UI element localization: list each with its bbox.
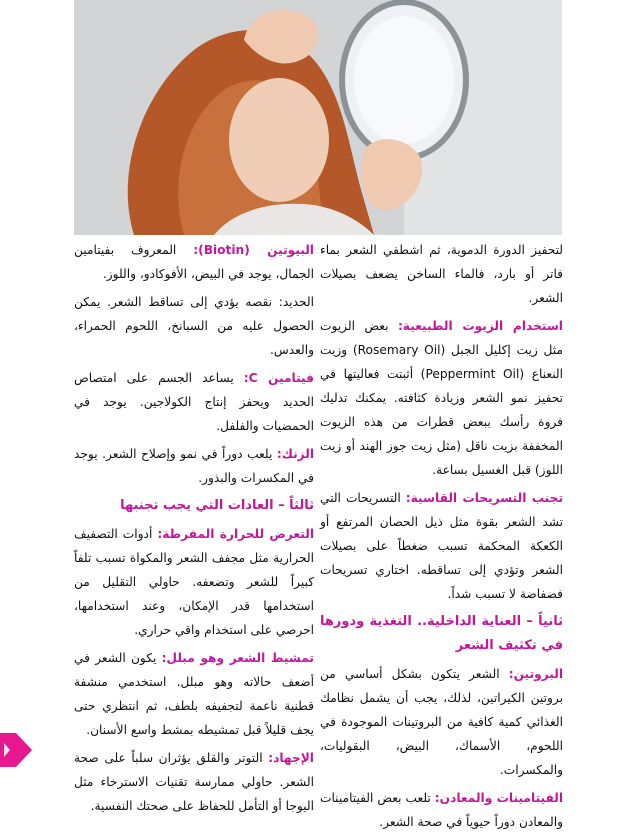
oils-heading: استخدام الزيوت الطبيعية: — [397, 319, 563, 333]
woman-with-mirror-photo — [74, 0, 562, 235]
protein-text: الشعر يتكون بشكل أساسي من بروتين الكيراتين، لذلك، يجب أن يشمل نظامك الغذائي كمية كافية من البروتينات الموجودة في اللحوم، الأسماك، البيض، البقوليات، والمكسرات. — [320, 667, 563, 777]
zinc-heading: الزنك: — [276, 447, 314, 461]
wet-combing-paragraph — [74, 646, 314, 742]
vitamin-c-paragraph — [74, 366, 314, 438]
zinc-text: يلعب دوراً في نمو وإصلاح الشعر. يوجد في المكسرات والبذور. — [74, 447, 314, 485]
stress-paragraph — [74, 746, 314, 818]
hairstyles-text: التسريحات التي تشد الشعر بقوة مثل ذيل الحصان المرتفع أو الكعكة المحكمة تسبب ضغطاً على بصيلات الشعر وتؤدي إلى تساقطه. اختاري تسريحات فضفاضة لا تسبب شداً. — [320, 491, 563, 601]
zinc-paragraph — [74, 442, 314, 490]
left-column — [74, 238, 314, 822]
protein-paragraph — [320, 662, 563, 782]
heat-paragraph — [74, 522, 314, 642]
wet-combing-heading: تمشيط الشعر وهو مبلل: — [161, 651, 314, 665]
stress-heading: الإجهاد: — [268, 751, 314, 765]
hairstyles-heading: تجنب التسريحات القاسية: — [405, 491, 563, 505]
oils-text: بعض الزيوت مثل زيت إكليل الجبل (Rosemary Oil) وزيت النعناع (Peppermint Oil) أثبتت فعاليتها في تحفيز نمو الشعر وزيادة كثافته. يمكنك تدليك فروة رأسك ببعض قطرات من هذه الزيوت المخففة بزيت ناقل (مثل زيت جوز الهند أو زيت اللوز) قبل الغسيل بساعة. — [320, 319, 564, 477]
vitamin-c-text: يساعد الجسم على امتصاص الحديد ويحفز إنتاج الكولاجين. يوجد في الحمضيات والفلفل. — [74, 371, 314, 433]
section-2-heading: ثانياً – العناية الداخلية.. التغذية ودورها في تكثيف الشعر — [320, 614, 563, 653]
page-tab-icon — [0, 733, 34, 767]
vitamin-c-heading: فيتامين C: — [243, 371, 314, 385]
biotin-heading: البيوتين (Biotin): — [193, 243, 314, 257]
stress-text: التوتر والقلق يؤثران سلباً على صحة الشعر. حاولي ممارسة تقنيات الاسترخاء مثل اليوجا أو التأمل للحفاظ على صحتك النفسية. — [74, 751, 314, 813]
heat-heading: التعرض للحرارة المفرطة: — [157, 527, 314, 541]
vitamins-text: تلعب بعض الفيتامينات والمعادن دوراً حيوياً في صحة الشعر. — [320, 791, 563, 829]
vitamins-heading: الفيتامينات والمعادن: — [434, 791, 563, 805]
oils-paragraph — [320, 314, 563, 482]
iron-paragraph: الحديد: نقصه يؤدي إلى تساقط الشعر. يمكن الحصول عليه من السبانخ، اللحوم الحمراء، والعدس. — [74, 295, 314, 357]
protein-heading: البروتين: — [508, 667, 563, 681]
section-3-heading: ثالثاً – العادات التي يجب تجنبها — [120, 498, 314, 513]
biotin-text: المعروف بفيتامين الجمال، يوجد في البيض، الأفوكادو، واللوز. — [74, 243, 314, 281]
wet-combing-text: يكون الشعر في أضعف حالاته وهو مبلل. استخدمي منشفة قطنية ناعمة لتجفيفه بلطف، ثم انتظري حتى يجف قليلاً قبل تمشيطه بمشط واسع الأسنان. — [74, 651, 314, 737]
biotin-paragraph — [74, 238, 314, 286]
right-column — [320, 238, 563, 838]
hairstyles-paragraph — [320, 486, 563, 606]
intro-paragraph: لتحفيز الدورة الدموية، ثم اشطفي الشعر بماء فاتر أو بارد، فالماء الساخن يضعف بصيلات الشعر. — [320, 243, 563, 305]
heat-text: أدوات التصفيف الحرارية مثل مجفف الشعر والمكواة تسبب تلفاً كبيراً للشعر وتضعفه. حاولي التقليل من استخدامها قدر الإمكان، وعند استخدامها، احرصي على استخدام واقي حراري. — [74, 527, 314, 637]
